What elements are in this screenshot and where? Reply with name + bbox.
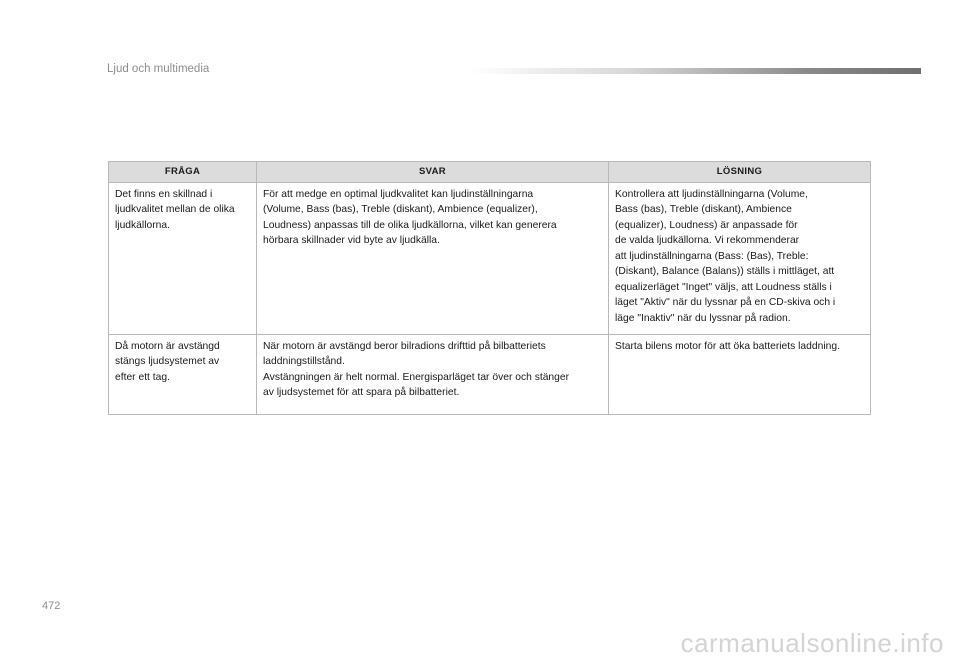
answer-cell — [257, 334, 609, 414]
column-header-solution: LÖSNING — [609, 162, 871, 183]
header-gradient-rule — [470, 68, 921, 74]
solution-text: Kontrollera att ljudinställningarna (Volume, Bass (bas), Treble (diskant), Ambience (equalizer), Loudness) är anpassade för de valda ljudkällorna. Vi rekommenderar att ljudinställningarna (Bass: (Bas), Treble: (Diskant), Balance (Balans)) ställs i mittläget, att equalizerläget "Inget" väljs, att Loudness ställs i läget "Aktiv" när du lyssnar på en CD-skiva och i läge "Inaktiv" när du lyssnar på radion. — [615, 189, 836, 324]
answer-text: När motorn är avstängd beror bilradions drifttid på bilbatteriets laddningstillstånd. Avstängningen är helt normal. Energisparläget tar över och stänger av ljudsystemet för att spara på bilbatteriet. — [263, 340, 570, 399]
answer-text: För att medge en optimal ljudkvalitet kan ljudinställningarna (Volume, Bass (bas), Treble (diskant), Ambience (equalizer), Loudness) anpassas till de olika ljudkällorna, vilket kan generera hörbara skillnader vid byte av ljudkälla. — [263, 189, 557, 247]
column-header-question: FRÅGA — [109, 162, 257, 183]
troubleshooting-table — [108, 161, 871, 415]
question-text: Det finns en skillnad i ljudkvalitet mellan de olika ljudkällorna. — [115, 189, 235, 231]
table-header-row — [109, 162, 871, 183]
column-header-answer: SVAR — [257, 162, 609, 183]
section-title: Ljud och multimedia — [107, 63, 210, 75]
question-text: Då motorn är avstängd stängs ljudsystemet av efter ett tag. — [115, 340, 220, 383]
table-row — [109, 183, 871, 335]
page-number: 472 — [42, 600, 61, 612]
question-cell — [109, 334, 257, 414]
answer-cell — [257, 183, 609, 335]
table-row — [109, 334, 871, 414]
watermark: carmanualsonline.info — [680, 628, 944, 658]
solution-cell — [609, 334, 871, 414]
solution-text: Starta bilens motor för att öka batteriets laddning. — [615, 340, 840, 352]
question-cell — [109, 183, 257, 335]
solution-cell — [609, 183, 871, 335]
